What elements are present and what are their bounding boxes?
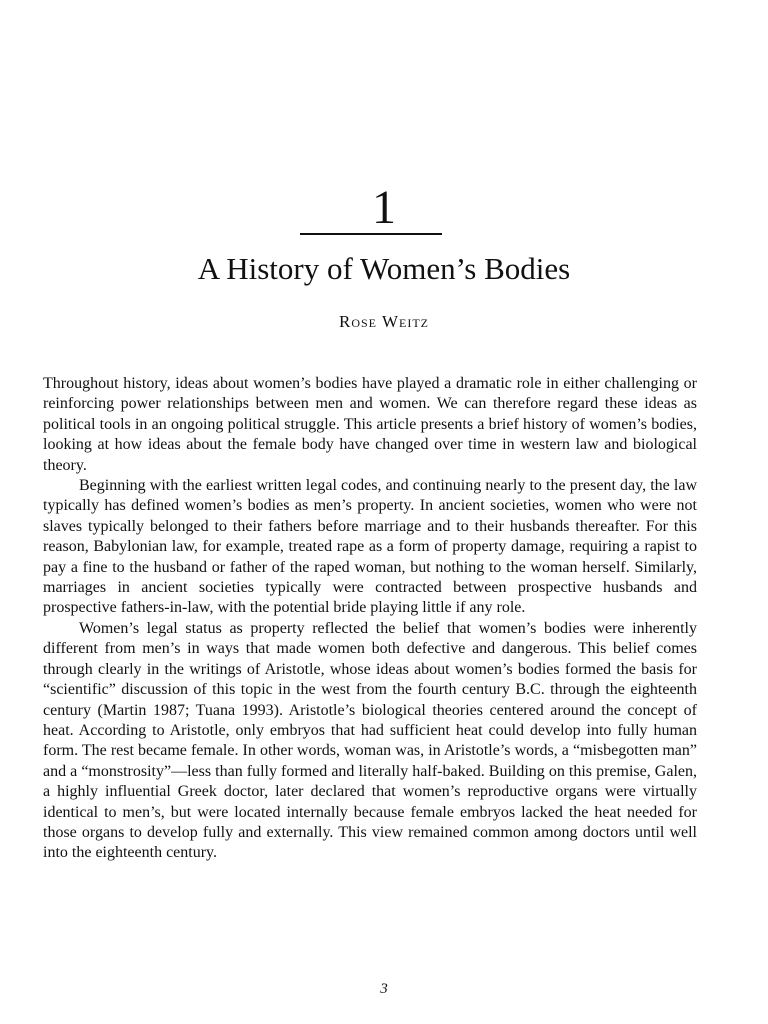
chapter-number: 1 [372, 181, 396, 234]
paragraph-2: Beginning with the earliest written legal codes, and continuing nearly to the present day, the law typically has defined women’s bodies as men’s property. In ancient societies, women who were not slaves typically belonged to their fathers before marriage and to their husbands thereafter. For this reason, Babylonian law, for example, treated rape as a form of property damage, requiring a rapist to pay a fine to the husband or father of the raped woman, but nothing to the woman herself. Similarly, marriages in ancient societies typically were contracted between prospective husbands and prospective fathers-in-law, with the potential bride playing little if any role. [43, 477, 697, 617]
paragraph-1: Throughout history, ideas about women’s bodies have played a dramatic role in either challenging or reinforcing power relationships between men and women. We can therefore regard these ideas as political tools in an ongoing political struggle. This article presents a brief history of women’s bodies, looking at how ideas about the female body have changed over time in western law and biological theory. [43, 375, 697, 474]
page-number: 3 [380, 981, 388, 997]
body-text [43, 374, 697, 864]
author-name: Rose Weitz [339, 312, 429, 331]
paragraph-3: Women’s legal status as property reflected the belief that women’s bodies were inherently different from men’s in ways that made women both defective and dangerous. This belief comes through clearly in the writings of Aristotle, whose ideas about women’s bodies formed the basis for “scientific” discussion of this topic in the west from the fourth century B.C. through the eighteenth century (Martin 1987; Tuana 1993). Aristotle’s biological theories centered around the concept of heat. According to Aristotle, only embryos that had sufficient heat could develop into fully human form. The rest became female. In other words, woman was, in Aristotle’s words, a “misbegotten man” and a “monstrosity”—less than fully formed and literally half-baked. Building on this premise, Galen, a highly influential Greek doctor, later declared that women’s reproductive organs were virtually identical to men’s, but were located internally because female embryos lacked the heat needed for those organs to develop fully and externally. This view remained common among doctors until well into the eighteenth century. [43, 619, 697, 862]
chapter-divider [300, 233, 442, 235]
chapter-title: A History of Women’s Bodies [197, 251, 571, 286]
